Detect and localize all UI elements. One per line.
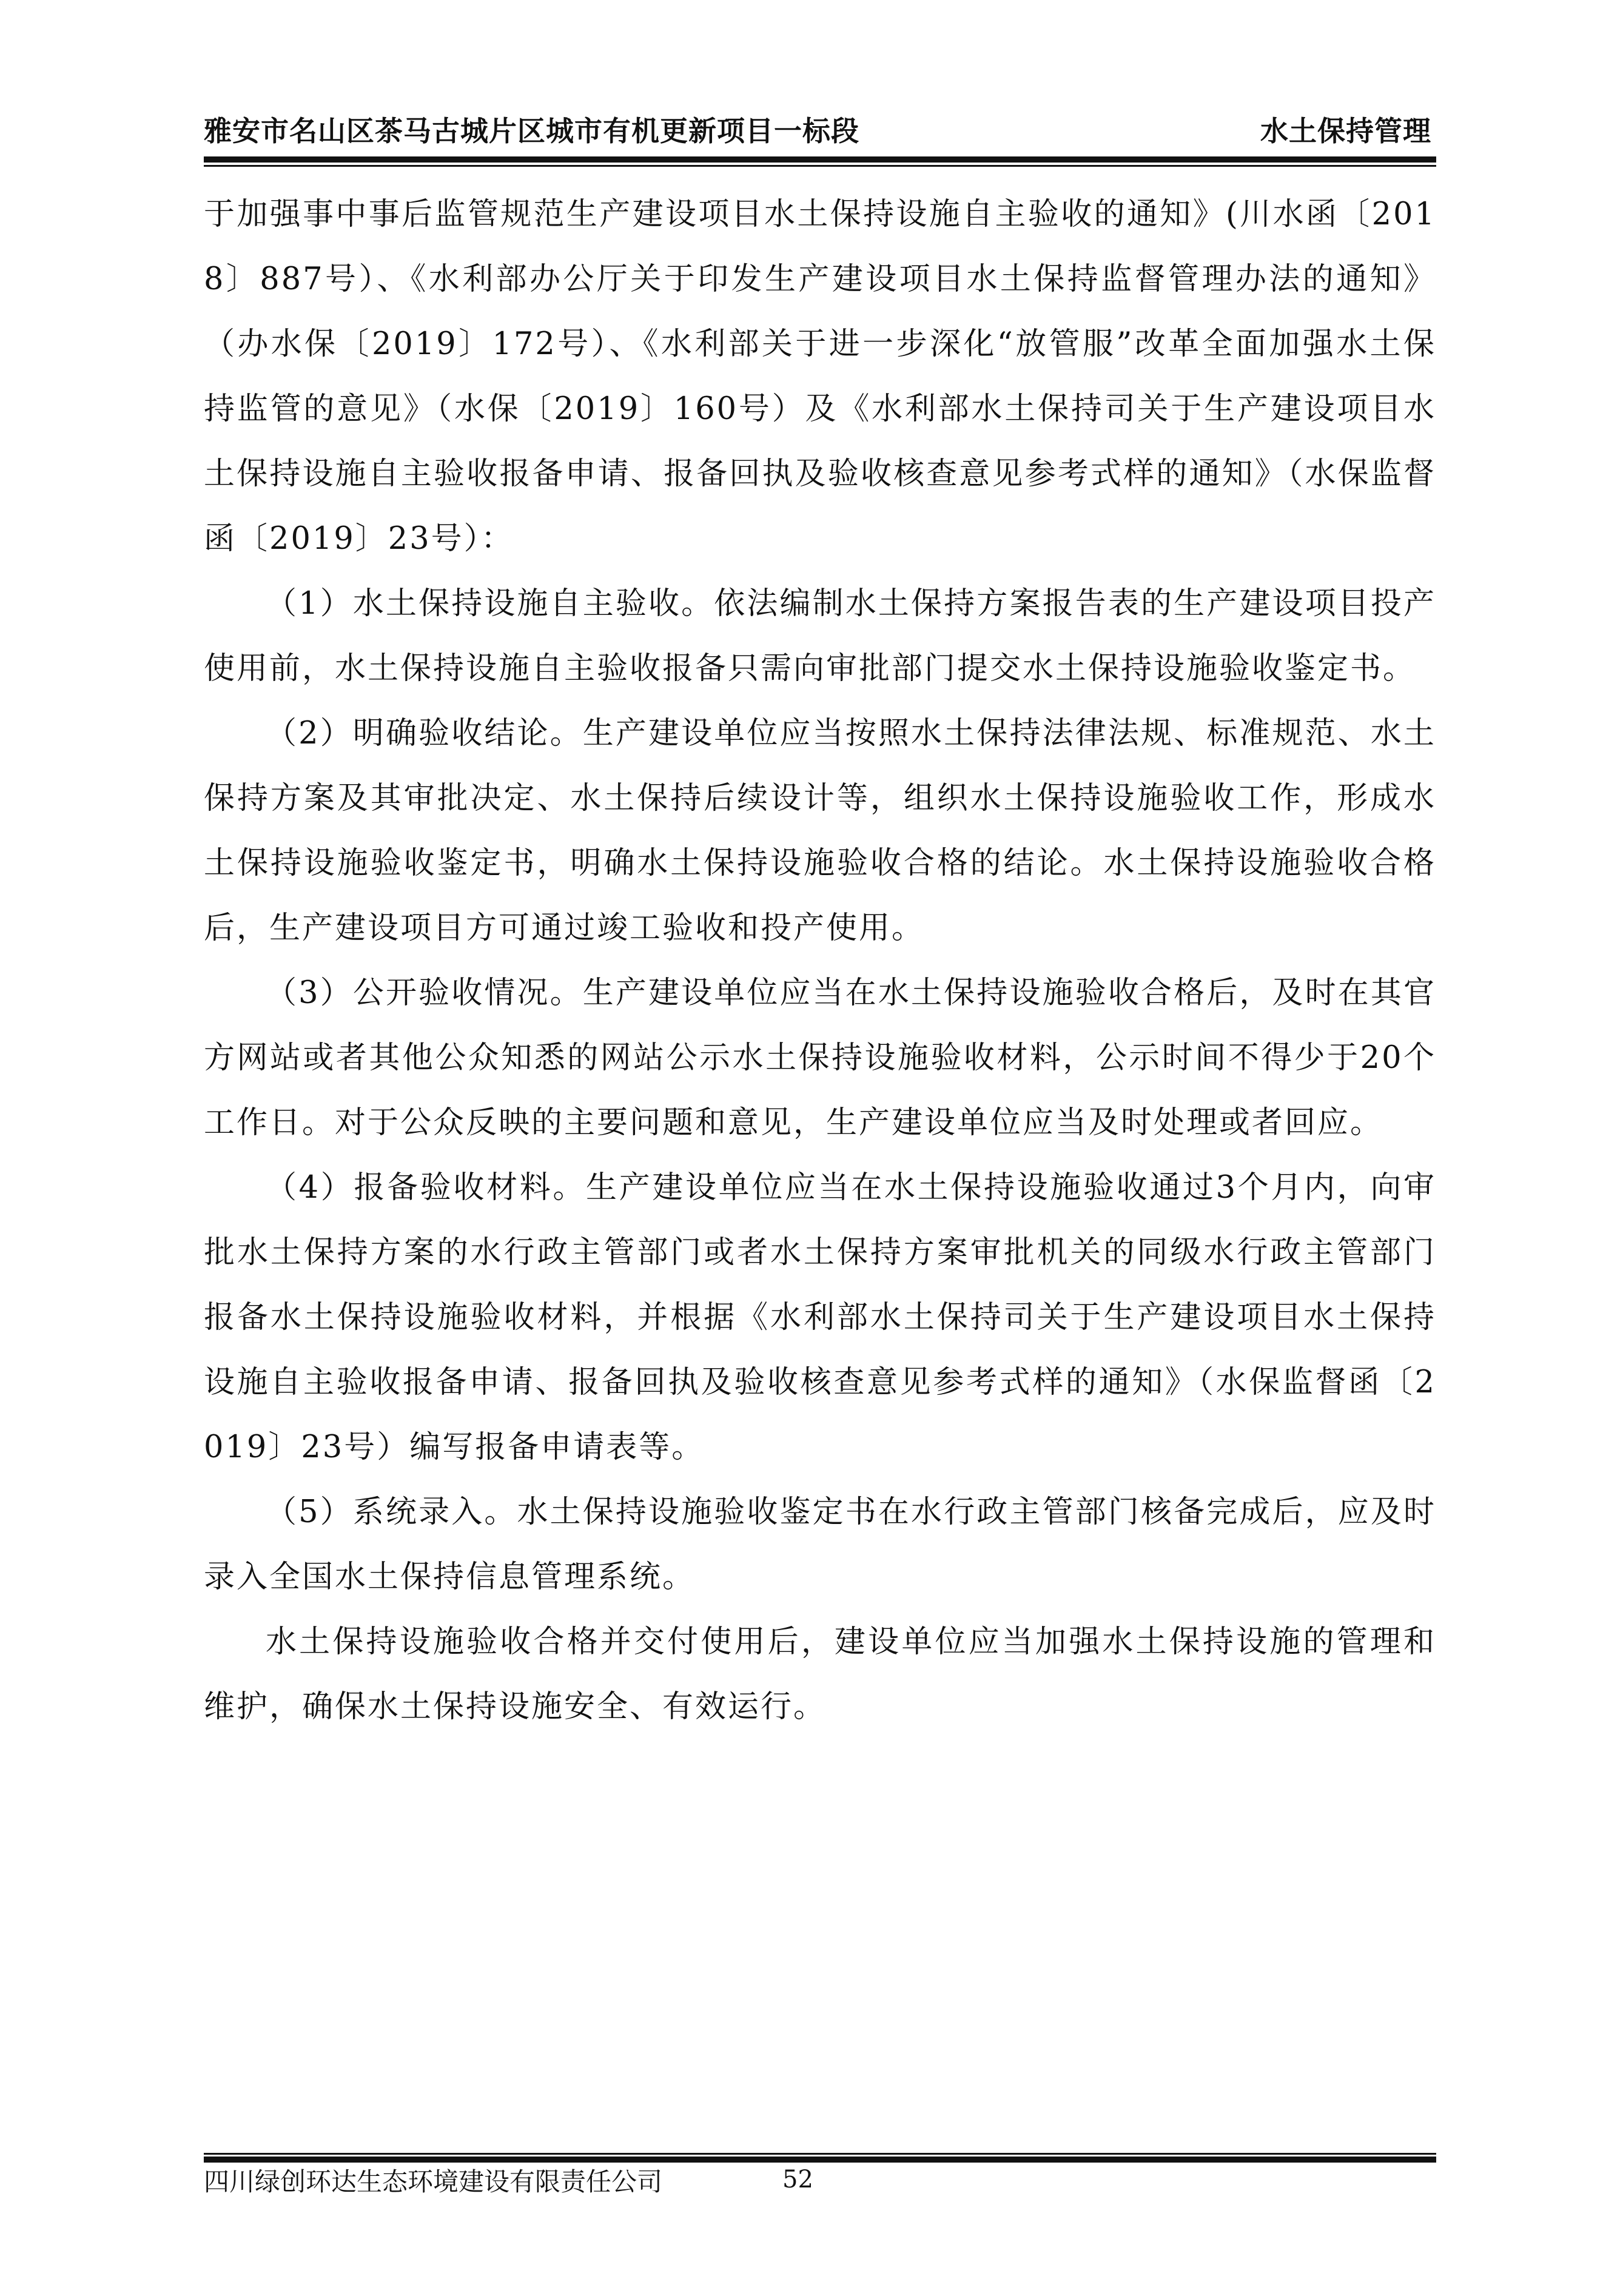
- page-number: 52: [782, 2166, 813, 2194]
- paragraph-item-3: （3）公开验收情况。生产建设单位应当在水土保持设施验收合格后，及时在其官方网站或者其他公众知悉的网站公示水土保持设施验收材料，公示时间不得少于20个工作日。对于公众反映的主要问题和意见，生产建设单位应当及时处理或者回应。: [204, 975, 1436, 1141]
- page-header: [204, 113, 1436, 155]
- header-project-title: 雅安市名山区茶马古城片区城市有机更新项目一标段: [204, 115, 859, 147]
- footer-company-name: 四川绿创环达生态环境建设有限责任公司: [204, 2167, 663, 2197]
- paragraph-closing: 水土保持设施验收合格并交付使用后，建设单位应当加强水土保持设施的管理和维护，确保水土保持设施安全、有效运行。: [204, 1624, 1436, 1725]
- header-rule-thick: [204, 156, 1436, 163]
- paragraph-item-1: （1）水土保持设施自主验收。依法编制水土保持方案报告表的生产建设项目投产使用前，水土保持设施自主验收报备只需向审批部门提交水土保持设施验收鉴定书。: [204, 586, 1436, 686]
- paragraph-item-4: （4）报备验收材料。生产建设单位应当在水土保持设施验收通过3个月内，向审批水土保持方案的水行政主管部门或者水土保持方案审批机关的同级水行政主管部门报备水土保持设施验收材料，并根据《水利部水土保持司关于生产建设项目水土保持设施自主验收报备申请、报备回执及验收核查意见参考式样的通知》（水保监督函〔2019〕23号）编写报备申请表等。: [204, 1170, 1436, 1465]
- paragraph-item-2: （2）明确验收结论。生产建设单位应当按照水土保持法律法规、标准规范、水土保持方案及其审批决定、水土保持后续设计等，组织水土保持设施验收工作，形成水土保持设施验收鉴定书，明确水土保持设施验收合格的结论。水土保持设施验收合格后，生产建设项目方可通过竣工验收和投产使用。: [204, 716, 1436, 946]
- header-rule-thin: [204, 165, 1436, 167]
- document-body: [204, 182, 1436, 1739]
- header-section-title: 水土保持管理: [1260, 115, 1431, 147]
- paragraph-continued: 于加强事中事后监管规范生产建设项目水土保持设施自主验收的通知》(川水函〔2018〕887号）、《水利部办公厅关于印发生产建设项目水土保持监督管理办法的通知》（办水保〔2019〕172号）、《水利部关于进一步深化“放管服”改革全面加强水土保持监管的意见》（水保〔2019〕160号）及《水利部水土保持司关于生产建设项目水土保持设施自主验收报备申请、报备回执及验收核查意见参考式样的通知》（水保监督函〔2019〕23号）：: [204, 196, 1436, 557]
- paragraph-item-5: （5）系统录入。水土保持设施验收鉴定书在水行政主管部门核备完成后，应及时录入全国水土保持信息管理系统。: [204, 1494, 1436, 1595]
- footer-rule-thick: [204, 2157, 1436, 2163]
- footer-rule-thin: [204, 2153, 1436, 2155]
